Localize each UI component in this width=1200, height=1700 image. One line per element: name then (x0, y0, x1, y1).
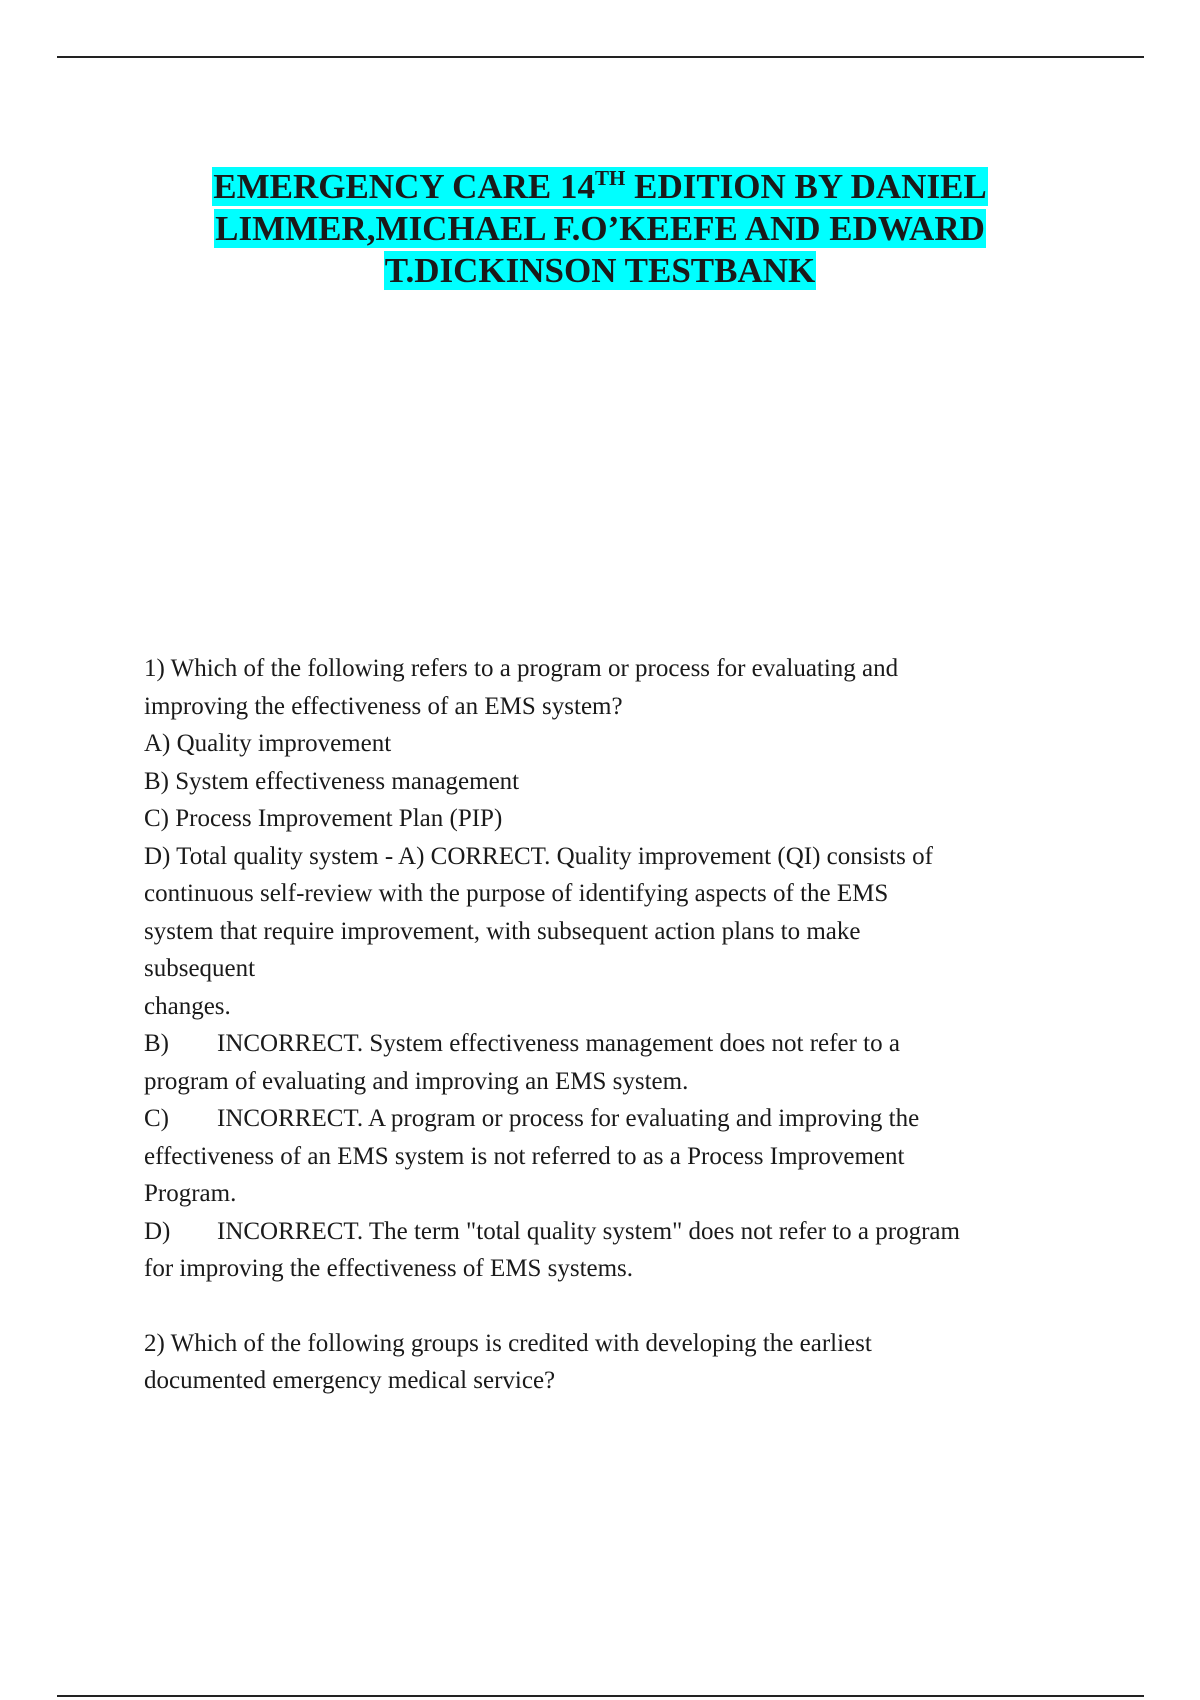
rationale-c-text: INCORRECT. A program or process for evaluating and improving the (217, 1105, 920, 1132)
title-superscript: TH (595, 166, 626, 190)
option-d-line-2: continuous self-review with the purpose of identifying aspects of the EMS (144, 880, 889, 907)
header-rule (57, 56, 1144, 58)
rationale-b-line-2: program of evaluating and improving an EMS system. (144, 1067, 689, 1095)
footer-rule (57, 1695, 1144, 1697)
rationale-b-text: INCORRECT. System effectiveness management does not refer to a (217, 1030, 900, 1057)
document-body (144, 650, 1074, 1400)
document-title (0, 166, 1200, 292)
question-1-line-1: 1) Which of the following refers to a program or process for evaluating and (144, 655, 899, 682)
rationale-d-label: D) (144, 1217, 171, 1245)
title-line-2: LIMMER,MICHAEL F.O’KEEFE AND EDWARD (215, 209, 985, 248)
rationale-d-text: INCORRECT. The term "total quality system" does not refer to a program (217, 1217, 960, 1245)
paragraph-gap (144, 1288, 1074, 1325)
option-d-line-4: subsequent (144, 955, 256, 982)
option-b: B) System effectiveness management (144, 767, 520, 795)
rationale-c-line-1 (144, 1100, 1074, 1138)
changes-line: changes. (144, 992, 231, 1020)
rationale-c-line-2: effectiveness of an EMS system is not referred to as a Process Improvement (144, 1142, 905, 1170)
option-d-line-3: system that require improvement, with subsequent action plans to make (144, 917, 861, 945)
rationale-d-line-1 (144, 1213, 1074, 1251)
title-line-1 (0, 166, 1200, 208)
question-2-line-2: documented emergency medical service? (144, 1367, 556, 1394)
title-part-1: EMERGENCY CARE 14 (213, 167, 595, 206)
rationale-d-line-2: for improving the effectiveness of EMS systems. (144, 1255, 634, 1282)
title-line-3: T.DICKINSON TESTBANK (384, 251, 816, 290)
rationale-b-label: B) (144, 1030, 169, 1057)
rationale-c-label: C) (144, 1105, 169, 1132)
rationale-c-line-3: Program. (144, 1180, 237, 1207)
option-d-line-1: D) Total quality system - A) CORRECT. Quality improvement (QI) consists of (144, 842, 933, 870)
question-2-line-1: 2) Which of the following groups is credited with developing the earliest (144, 1329, 872, 1357)
question-1-line-2: improving the effectiveness of an EMS system? (144, 692, 623, 720)
option-a: A) Quality improvement (144, 730, 392, 757)
option-d (144, 838, 1074, 988)
option-c: C) Process Improvement Plan (PIP) (144, 805, 503, 832)
rationale-b-line-1 (144, 1025, 1074, 1063)
title-part-2: EDITION BY DANIEL (625, 167, 987, 206)
